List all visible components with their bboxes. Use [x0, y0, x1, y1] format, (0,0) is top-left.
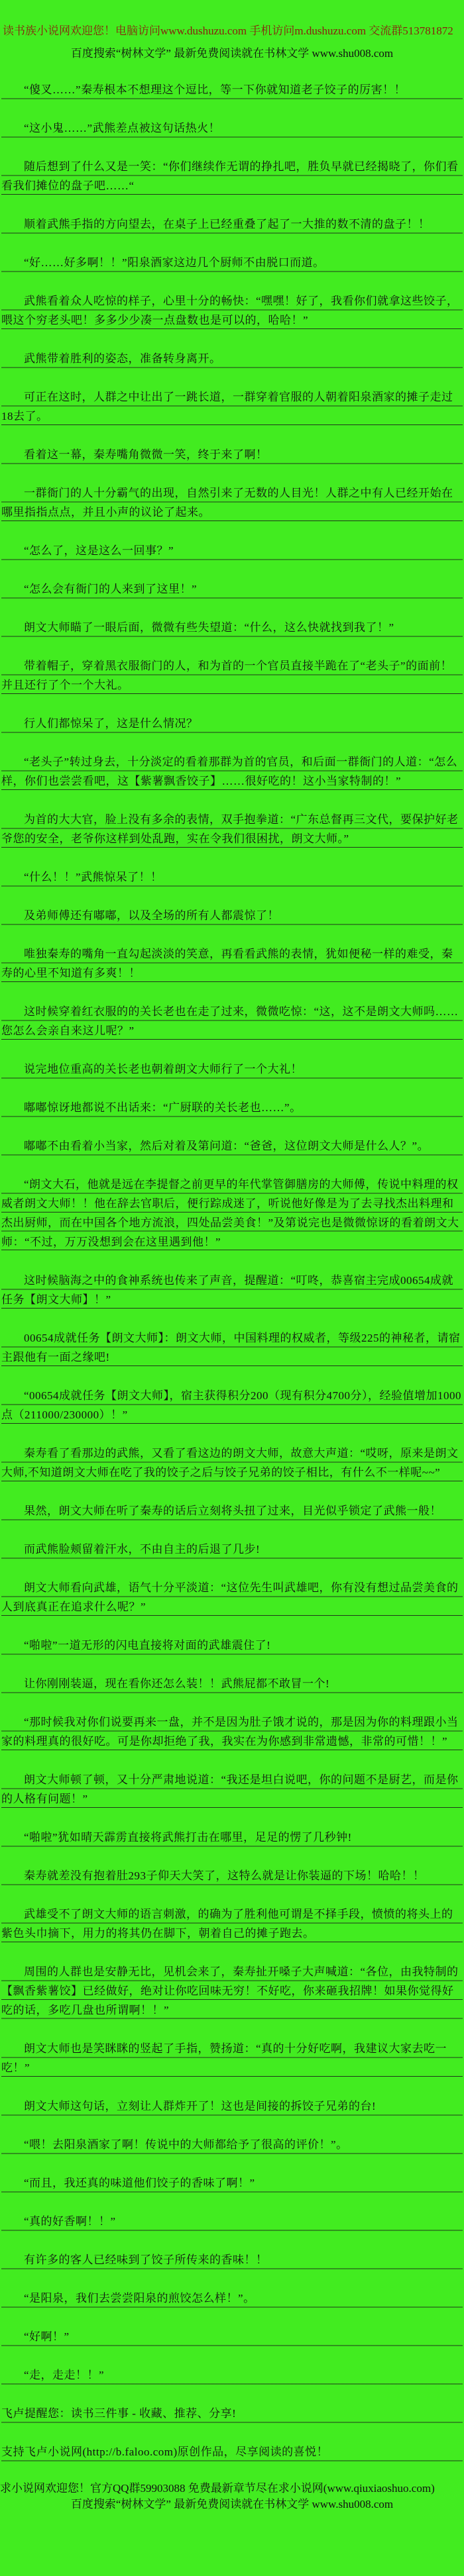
novel-paragraph: 这时候穿着红衣服的的关长老也在走了过来，微微吃惊：“这，这不是朗文大师吗……您怎么会亲自来这儿呢？”	[1, 1002, 463, 1040]
novel-paragraph: “这小鬼……”武熊差点被这句话热火！	[1, 119, 463, 138]
novel-paragraph: “好……好多啊！！”阳泉酒家这边几个厨师不由脱口而道。	[1, 253, 463, 272]
novel-paragraph: 随后想到了什么又是一笑：“你们继续作无谓的挣扎吧，胜负早就已经揭晓了，你们看看我们摊位的盘子吧……“	[1, 157, 463, 195]
novel-paragraph: 一群衙门的人十分霸气的出现，自然引来了无数的人目光！人群之中有人已经开始在哪里指指点点，并且小声的议论了起来。	[1, 483, 463, 522]
novel-paragraph: “喂！去阳泉酒家了啊！传说中的大师都给予了很高的评价！”。	[1, 2135, 463, 2154]
novel-paragraph: 嘟嘟不由看着小当家，然后对着及第问道：“爸爸，这位朗文大师是什么人？”。	[1, 1136, 463, 1156]
novel-paragraph: “好啊！”	[1, 2327, 463, 2346]
novel-paragraph: 为首的大大官，脸上没有多余的表情，双手抱拳道：“广东总督再三文代，要保护好老爷您的安全，老爷你这样到处乱跑，实在令我们很困扰，朗文大师。”	[1, 810, 463, 848]
novel-paragraph: “而且，我还真的味道他们饺子的香味了啊！”	[1, 2173, 463, 2193]
novel-paragraph: 秦寿就差没有抱着肚293子仰天大笑了，这特么就是让你装逼的下场！哈哈！！	[1, 1866, 463, 1885]
novel-paragraph: 说完地位重高的关长老也朝着朗文大师行了一个大礼！	[1, 1060, 463, 1079]
baidu-search-notice-bottom: 百度搜索“树林文学” 最新免费阅读就在书林文学 www.shu008.com	[70, 2498, 394, 2510]
novel-paragraph: 看着这一幕，秦寿嘴角微微一笑，终于来了啊！	[1, 445, 463, 464]
novel-paragraph: 秦寿看了看那边的武熊，又看了看这边的朗文大师，故意大声道：“哎呀，原来是朗文大师,不知道朗文大师在吃了我的饺子之后与饺子兄弟的饺子相比，有什么不一样呢~~”	[1, 1444, 463, 1482]
novel-paragraph: 朗文大师也是笑眯眯的竖起了手指，赞扬道：“真的十分好吃啊，我建议大家去吃一吃！”	[1, 2039, 463, 2077]
novel-paragraph: 可正在这时，人群之中让出了一跳长道，一群穿着官服的人朝着阳泉酒家的摊子走过18去了。	[1, 387, 463, 426]
novel-paragraph: 朗文大师顿了顿，又十分严肃地说道：“我还是坦白说吧，你的问题不是厨艺，而是你的人格有问题！”	[1, 1770, 463, 1808]
novel-paragraph: 朗文大师看向武雄，语气十分平淡道：“这位先生叫武雄吧，你有没有想过品尝美食的人到底真正在追求什么呢？”	[1, 1578, 463, 1616]
novel-paragraph: “走，走走！！”	[1, 2365, 463, 2385]
novel-paragraph: 朗文大师这句话，立刻让人群炸开了！这也是间接的拆饺子兄弟的台!	[1, 2097, 463, 2116]
novel-paragraph: “老头子”转过身去，十分淡定的看着那群为首的官员，和后面一群衙门的人道：“怎么样，你们也尝尝看吧，这【紫薯飘香饺子】……很好吃的！这小当家特制的！”	[1, 752, 463, 791]
site-footer	[0, 2481, 464, 2512]
novel-paragraph: “啪啦”犹如晴天霹雳直接将武熊打击在哪里，足足的愣了几秒钟!	[1, 1828, 463, 1847]
novel-paragraph: “怎么会有衙门的人来到了这里！”	[1, 579, 463, 599]
novel-paragraph: 果然，朗文大师在听了秦寿的话后立刻将头扭了过来，目光似乎锁定了武熊一般！	[1, 1501, 463, 1520]
novel-paragraph: 支持飞卢小说网(http://b.faloo.com)原创作品，尽享阅读的喜悦！	[1, 2442, 463, 2461]
novel-paragraph: “怎么了，这是这么一回事？”	[1, 541, 463, 560]
novel-paragraph: “是阳泉，我们去尝尝阳泉的煎饺怎么样！”。	[1, 2289, 463, 2308]
novel-paragraph: “00654成就任务【朗文大师】，宿主获得积分200（现有积分4700分），经验值增加1000点（211000/230000）！”	[1, 1386, 463, 1424]
novel-paragraph: 带着帽子，穿着黑衣服衙门的人，和为首的一个官员直接半跪在了“老头子”的面前！并且还行了个一个大礼。	[1, 656, 463, 695]
novel-content	[0, 80, 464, 2461]
novel-paragraph: 及弟师傅还有嘟嘟，以及全场的所有人都震惊了！	[1, 906, 463, 925]
novel-paragraph: “那时候我对你们说要再来一盘，并不是因为肚子饿才说的，那是因为你的料理跟小当家的料理真的很好吃。可是你却拒绝了我，我实在为你感到非常遗憾，非常的可惜！！”	[1, 1712, 463, 1751]
novel-paragraph: 行人们都惊呆了，这是什么情况？	[1, 714, 463, 733]
novel-paragraph: 武熊看着众人吃惊的样子，心里十分的畅快：“嘿嘿！好了，我看你们就拿这些饺子，喂这个穷老头吧！多多少少凑一点盘数也是可以的，哈哈！”	[1, 291, 463, 330]
site-header	[0, 0, 464, 61]
novel-paragraph: 顺着武熊手指的方向望去，在桌子上已经重叠了起了一大推的数不清的盘子！！	[1, 215, 463, 234]
baidu-search-notice-top: 百度搜索“树林文学” 最新免费阅读就在书林文学 www.shu008.com	[70, 47, 394, 60]
site-notice-top: 读书族小说网欢迎您！电脑访问www.dushuzu.com 手机访问m.dushuzu.com 交流群513781872	[3, 25, 453, 37]
novel-paragraph: “傻叉……”秦寿根本不想理这个逗比，等一下你就知道老子饺子的厉害！！	[1, 80, 463, 99]
novel-paragraph: 而武熊脸颊留着汗水，不由自主的后退了几步!	[1, 1540, 463, 1559]
novel-paragraph: 唯独秦寿的嘴角一直勾起淡淡的笑意，再看看武熊的表情，犹如便秘一样的难受，秦寿的心里不知道有多爽！！	[1, 944, 463, 983]
site-notice-bottom: 求小说网欢迎您！官方QQ群59903088 免费最新章节尽在求小说网(www.qiuxiaoshuo.com)	[0, 2482, 435, 2495]
novel-paragraph: 周围的人群也是安静无比，见机会来了，秦寿扯开嗓子大声喊道：“各位，由我特制的【飘香紫薯饺】已经做好，绝对让你吃回味无穷！不好吃，你来砸我招牌！如果你觉得好吃的话，多吃几盘也所谓啊！！”	[1, 1962, 463, 2020]
novel-paragraph: 嘟嘟惊讶地都说不出话来：“广厨联的关长老也……”。	[1, 1098, 463, 1117]
novel-paragraph: 飞卢提醒您：读书三件事 - 收藏、推荐、分享!	[1, 2404, 463, 2423]
novel-paragraph: “啪啦”一道无形的闪电直接将对面的武雄震住了!	[1, 1636, 463, 1655]
novel-paragraph: 00654成就任务【朗文大师】：朗文大师，中国料理的权威者，等级225的神秘者，请宿主跟他有一面之缘吧!	[1, 1328, 463, 1367]
novel-paragraph: “朗文大石，他就是远在李提督之前更早的年代掌管御膳房的大师傅，传说中料理的权威者朗文大师！！他在辞去官职后，便行踪成迷了，听说他好像是为了去寻找杰出料理和杰出厨师，而在中国各个地方流浪，四处品尝美食！”及第说完也是微微惊讶的看着朗文大师：“不过，万万没想到会在这里遇到他！”	[1, 1175, 463, 1252]
novel-paragraph: 这时候脑海之中的食神系统也传来了声音，提醒道：“叮咚，恭喜宿主完成00654成就任务【朗文大师】！”	[1, 1271, 463, 1309]
novel-paragraph: 武熊带着胜利的姿态，准备转身离开。	[1, 349, 463, 368]
novel-paragraph: 朗文大师瞄了一眼后面，微微有些失望道：“什么，这么快就找到我了！”	[1, 618, 463, 637]
novel-paragraph: 让你刚刚装逼，现在看你还怎么装！！武熊屁都不敢冒一个!	[1, 1674, 463, 1693]
novel-paragraph: “什么！！”武熊惊呆了！！	[1, 867, 463, 887]
novel-paragraph: “真的好香啊！！”	[1, 2212, 463, 2231]
novel-paragraph: 有许多的客人已经味到了饺子所传来的香味！！	[1, 2250, 463, 2269]
novel-paragraph: 武雄受不了朗文大师的语言刺激，的确为了胜利他可谓是不择手段，愤愤的将头上的紫色头巾摘下，用力的将其仍在脚下，朝着自己的摊子跑去。	[1, 1905, 463, 1943]
